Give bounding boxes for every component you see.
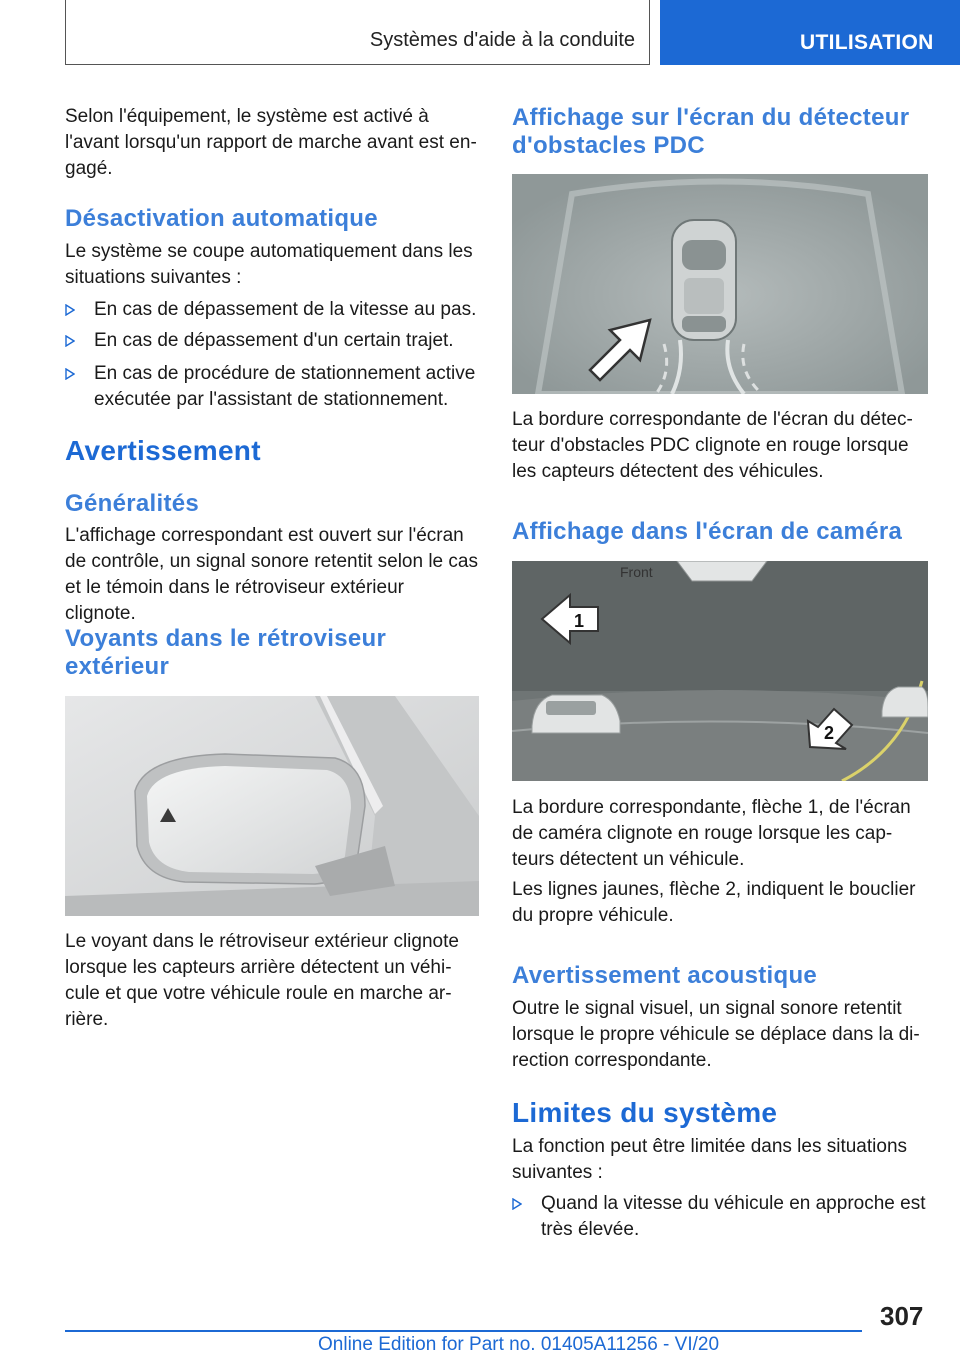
camera-caption <box>512 795 911 873</box>
bullet-item <box>65 297 479 323</box>
bullet-text: En cas de dépassement d'un certain trajet. <box>94 330 454 351</box>
generalites-paragraph <box>65 523 479 627</box>
text-line: teur d'obstacles PDC clignote en rouge lorsque <box>512 435 909 456</box>
page-number: 307 <box>880 1301 924 1331</box>
text-line: Outre le signal visuel, un signal sonore retentit <box>512 998 902 1019</box>
camera-figure <box>512 561 928 781</box>
bullet-text <box>94 361 475 413</box>
footer-divider <box>65 1330 862 1332</box>
yellow-lines-paragraph <box>512 877 916 929</box>
heading-pdc <box>512 104 909 160</box>
heading-acoustique: Avertissement acoustique <box>512 962 818 989</box>
bullet-triangle-icon <box>512 1198 522 1210</box>
text-line: cule et que votre véhicule roule en marche ar- <box>65 983 452 1004</box>
header-chapter-label: UTILISATION <box>800 31 934 54</box>
bullet-item <box>65 361 479 413</box>
side-mirror-illustration <box>65 696 479 916</box>
heading-line: extérieur <box>65 653 170 680</box>
text-line: lorsque les capteurs arrière détectent un véhi- <box>65 957 452 978</box>
arrow-1-label: 1 <box>574 611 585 631</box>
heading-desactivation: Désactivation automatique <box>65 205 378 232</box>
heading-line: d'obstacles PDC <box>512 132 705 159</box>
text-line: L'affichage correspondant est ouvert sur l'écran <box>65 525 464 546</box>
desactivation-paragraph <box>65 239 473 291</box>
limites-paragraph <box>512 1134 907 1186</box>
mirror-caption <box>65 929 459 1033</box>
bullet-item <box>512 1191 928 1243</box>
pdc-caption <box>512 407 913 485</box>
text-line: très élevée. <box>541 1219 640 1240</box>
bullet-triangle-icon <box>65 368 75 380</box>
text-line: La bordure correspondante de l'écran du détec- <box>512 409 913 430</box>
front-label: Front <box>620 564 653 580</box>
heading-generalites: Généralités <box>65 490 200 517</box>
heading-line: Voyants dans le rétroviseur <box>65 625 387 652</box>
text-line: gagé. <box>65 158 113 179</box>
pdc-display-illustration <box>512 174 928 394</box>
bullet-triangle-icon <box>65 335 75 347</box>
heading-avertissement: Avertissement <box>65 435 261 466</box>
text-line: Le système se coupe automatiquement dans les <box>65 241 473 262</box>
text-line: de contrôle, un signal sonore retentit selon le cas <box>65 551 478 572</box>
mirror-figure <box>65 696 479 916</box>
arrow-2-label: 2 <box>824 723 835 743</box>
heading-voyants <box>65 625 386 681</box>
header-section-title: Systèmes d'aide à la conduite <box>369 29 635 51</box>
footer-edition: Online Edition for Part no. 01405A11256 - VI/20 <box>318 1334 720 1355</box>
text-line: Quand la vitesse du véhicule en approche est <box>541 1193 926 1214</box>
text-line: La bordure correspondante, flèche 1, de l'écran <box>512 797 911 818</box>
text-line: teurs détectent un véhicule. <box>512 849 745 870</box>
text-line: exécutée par l'assistant de stationnement. <box>94 389 449 410</box>
text-line: et le témoin dans le rétroviseur extérieur clignote. <box>65 577 404 624</box>
text-line: du propre véhicule. <box>512 905 674 926</box>
text-line: lorsque le propre véhicule se déplace dans la di- <box>512 1024 920 1045</box>
camera-display-illustration <box>512 561 928 781</box>
text-line: l'avant lorsqu'un rapport de marche avant est en- <box>65 132 477 153</box>
pdc-figure <box>512 174 928 394</box>
bullet-text: En cas de dépassement de la vitesse au pas. <box>94 299 477 320</box>
text-line: de caméra clignote en rouge lorsque les cap- <box>512 823 893 844</box>
bullet-text <box>541 1191 925 1243</box>
header-chapter-tab <box>660 0 960 65</box>
text-line: Les lignes jaunes, flèche 2, indiquent le bouclier <box>512 879 916 900</box>
text-line: rection correspondante. <box>512 1050 712 1071</box>
acoustique-paragraph <box>512 996 920 1074</box>
heading-camera: Affichage dans l'écran de caméra <box>512 518 903 545</box>
text-line: En cas de procédure de stationnement active <box>94 363 476 384</box>
text-line: suivantes : <box>512 1162 603 1183</box>
text-line: les capteurs détectent des véhicules. <box>512 461 824 482</box>
text-line: La fonction peut être limitée dans les situations <box>512 1136 908 1157</box>
text-line: situations suivantes : <box>65 267 242 288</box>
text-line: Selon l'équipement, le système est activé à <box>65 106 429 127</box>
text-line: rière. <box>65 1009 109 1030</box>
text-line: Le voyant dans le rétroviseur extérieur clignote <box>65 931 459 952</box>
bullet-item <box>65 328 479 354</box>
header-section-box <box>65 0 650 65</box>
bullet-triangle-icon <box>65 304 75 316</box>
intro-paragraph <box>65 104 477 182</box>
heading-limites: Limites du système <box>512 1097 778 1128</box>
heading-line: Affichage sur l'écran du détecteur <box>512 104 910 131</box>
